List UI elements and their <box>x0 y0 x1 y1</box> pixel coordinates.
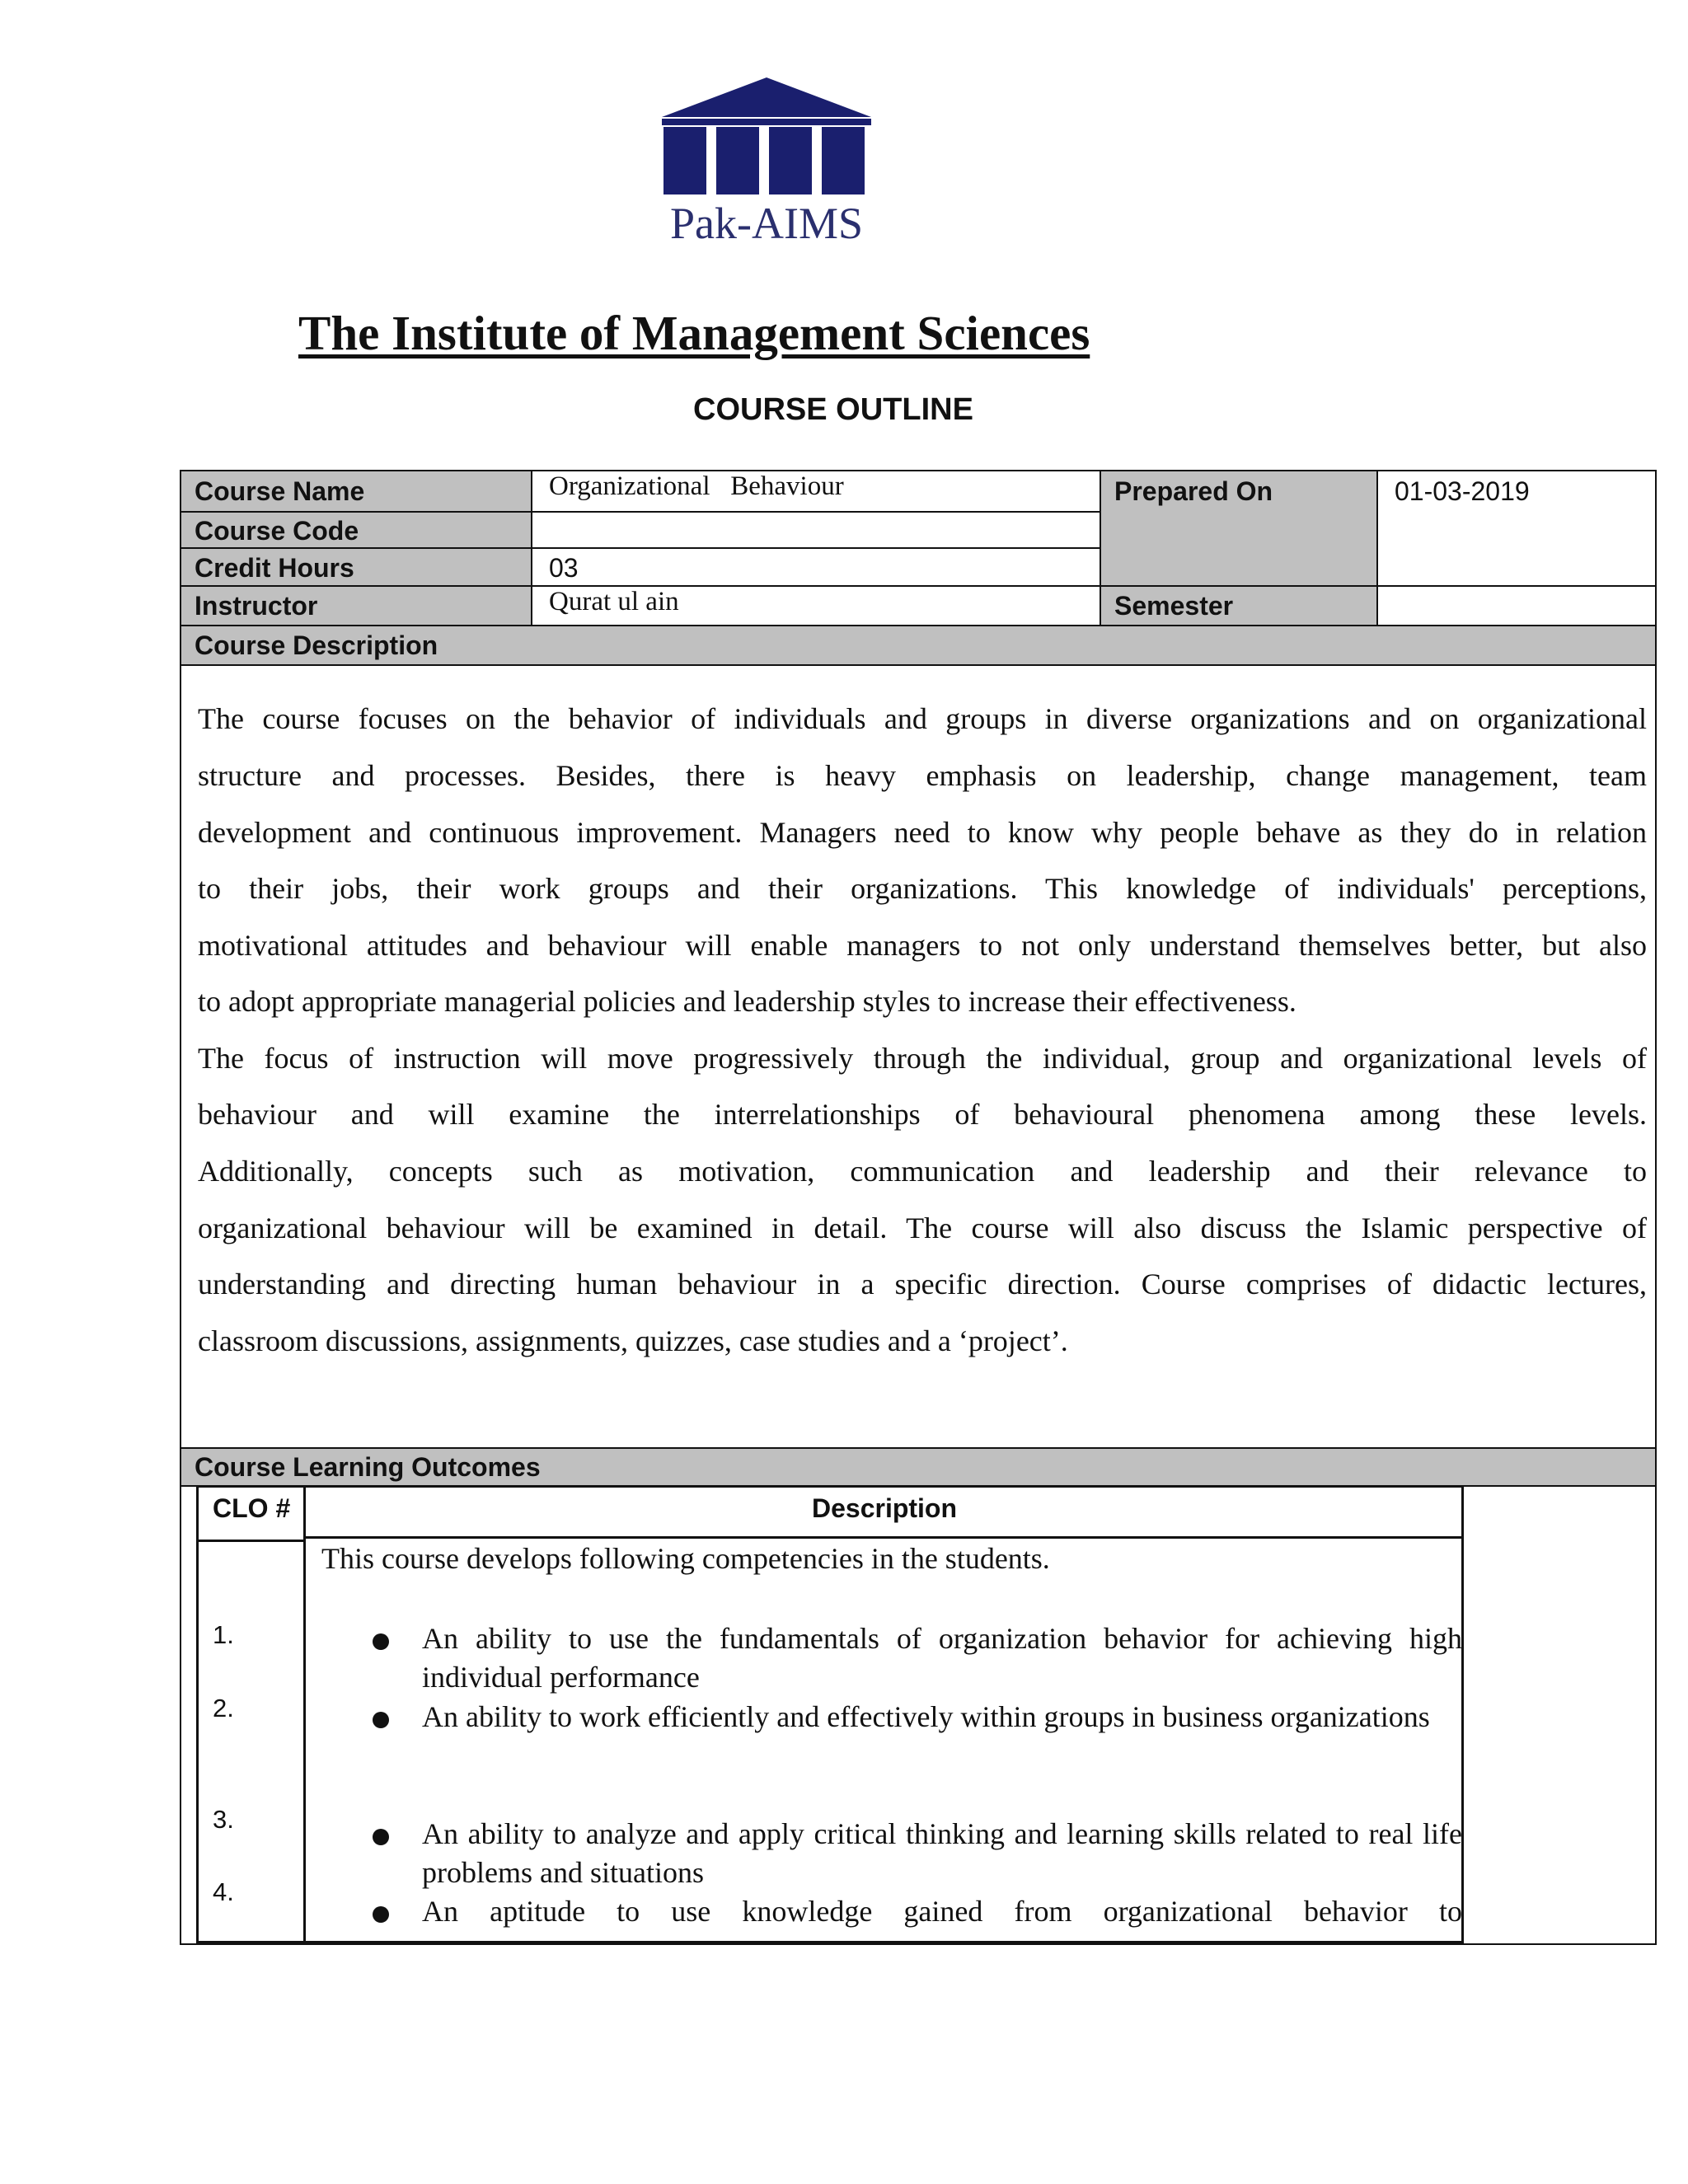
description-line: development and continuous improvement. Managers need to know why people behave as they do in relation <box>198 816 1647 849</box>
course-description-label: Course Description <box>195 630 438 660</box>
clo-bullet: An ability to use the fundamentals of organization behavior for achieving high individual performance <box>422 1622 1462 1694</box>
clo-bullet: An ability to work efficiently and effectively within groups in business organizations <box>422 1700 1430 1733</box>
description-line: behaviour and will examine the interrelationships of behavioural phenomena among these levels. <box>198 1098 1647 1131</box>
clo-column-header: CLO # <box>213 1493 291 1523</box>
bullet-icon <box>373 1906 389 1923</box>
description-line: motivational attitudes and behaviour will enable managers to not only understand themselves better, but also <box>198 929 1647 962</box>
course-name-value: Organizational Behaviour <box>549 471 844 501</box>
bullet-icon <box>373 1829 389 1845</box>
clo-intro: This course develops following competencies in the students. <box>321 1542 1050 1575</box>
credit-hours-label: Credit Hours <box>195 553 354 583</box>
description-column-header: Description <box>811 1493 958 1523</box>
grid-line <box>181 664 1655 666</box>
learning-outcomes-label: Course Learning Outcomes <box>195 1452 541 1482</box>
description-line: Additionally, concepts such as motivation, communication and leadership and their relevance to <box>198 1155 1647 1188</box>
clo-number: 2. <box>213 1694 234 1722</box>
prepared-on-value: 01-03-2019 <box>1395 476 1530 506</box>
clo-bullet: An aptitude to use knowledge gained from organizational behavior to <box>422 1895 1462 1928</box>
grid-line <box>1376 471 1378 626</box>
prepared-on-label: Prepared On <box>1114 476 1273 506</box>
course-code-label: Course Code <box>195 516 359 546</box>
grid-line <box>181 625 1655 626</box>
institute-title: The Institute of Management Sciences <box>298 306 1090 360</box>
grid-line <box>196 1540 305 1542</box>
description-line: understanding and directing human behaviour in a specific direction. Course comprises of didactic lectures, <box>198 1268 1647 1301</box>
description-line: to their jobs, their work groups and their organizations. This knowledge of individuals' perceptions, <box>198 872 1647 905</box>
clo-number: 1. <box>213 1620 234 1649</box>
document-title: COURSE OUTLINE <box>693 392 973 427</box>
grid-line <box>181 585 1655 587</box>
bullet-icon <box>373 1712 389 1728</box>
credit-hours-value: 03 <box>549 553 579 583</box>
course-name-label: Course Name <box>195 476 365 506</box>
semester-label: Semester <box>1114 591 1234 621</box>
bullet-icon <box>373 1633 389 1650</box>
clo-bullet: An ability to analyze and apply critical thinking and learning skills related to real life problems and situations <box>422 1817 1462 1889</box>
grid-line <box>181 511 1100 513</box>
instructor-value: Qurat ul ain <box>549 587 679 616</box>
description-line: The focus of instruction will move progressively through the individual, group and organizational levels of <box>198 1042 1647 1075</box>
grid-line <box>531 471 532 626</box>
description-line: organizational behaviour will be examined in detail. The course will also discuss the Islamic perspective of <box>198 1212 1647 1244</box>
description-line: The course focuses on the behavior of individuals and groups in diverse organizations and on organizational <box>198 702 1647 735</box>
grid-line <box>1100 471 1101 626</box>
grid-line <box>305 1536 1464 1539</box>
grid-line <box>181 547 1100 549</box>
logo-text: Pak-AIMS <box>669 199 863 248</box>
institute-logo <box>655 76 878 248</box>
instructor-label: Instructor <box>195 591 318 621</box>
clo-number: 4. <box>213 1877 234 1906</box>
building-columns-icon <box>655 76 878 199</box>
grid-line <box>303 1485 306 1943</box>
description-line: classroom discussions, assignments, quizzes, case studies and a ‘project’. <box>198 1324 1068 1357</box>
description-line: to adopt appropriate managerial policies and leadership styles to increase their effectiveness. <box>198 985 1296 1018</box>
description-line: structure and processes. Besides, there is heavy emphasis on leadership, change management, team <box>198 759 1647 792</box>
clo-number: 3. <box>213 1805 234 1834</box>
